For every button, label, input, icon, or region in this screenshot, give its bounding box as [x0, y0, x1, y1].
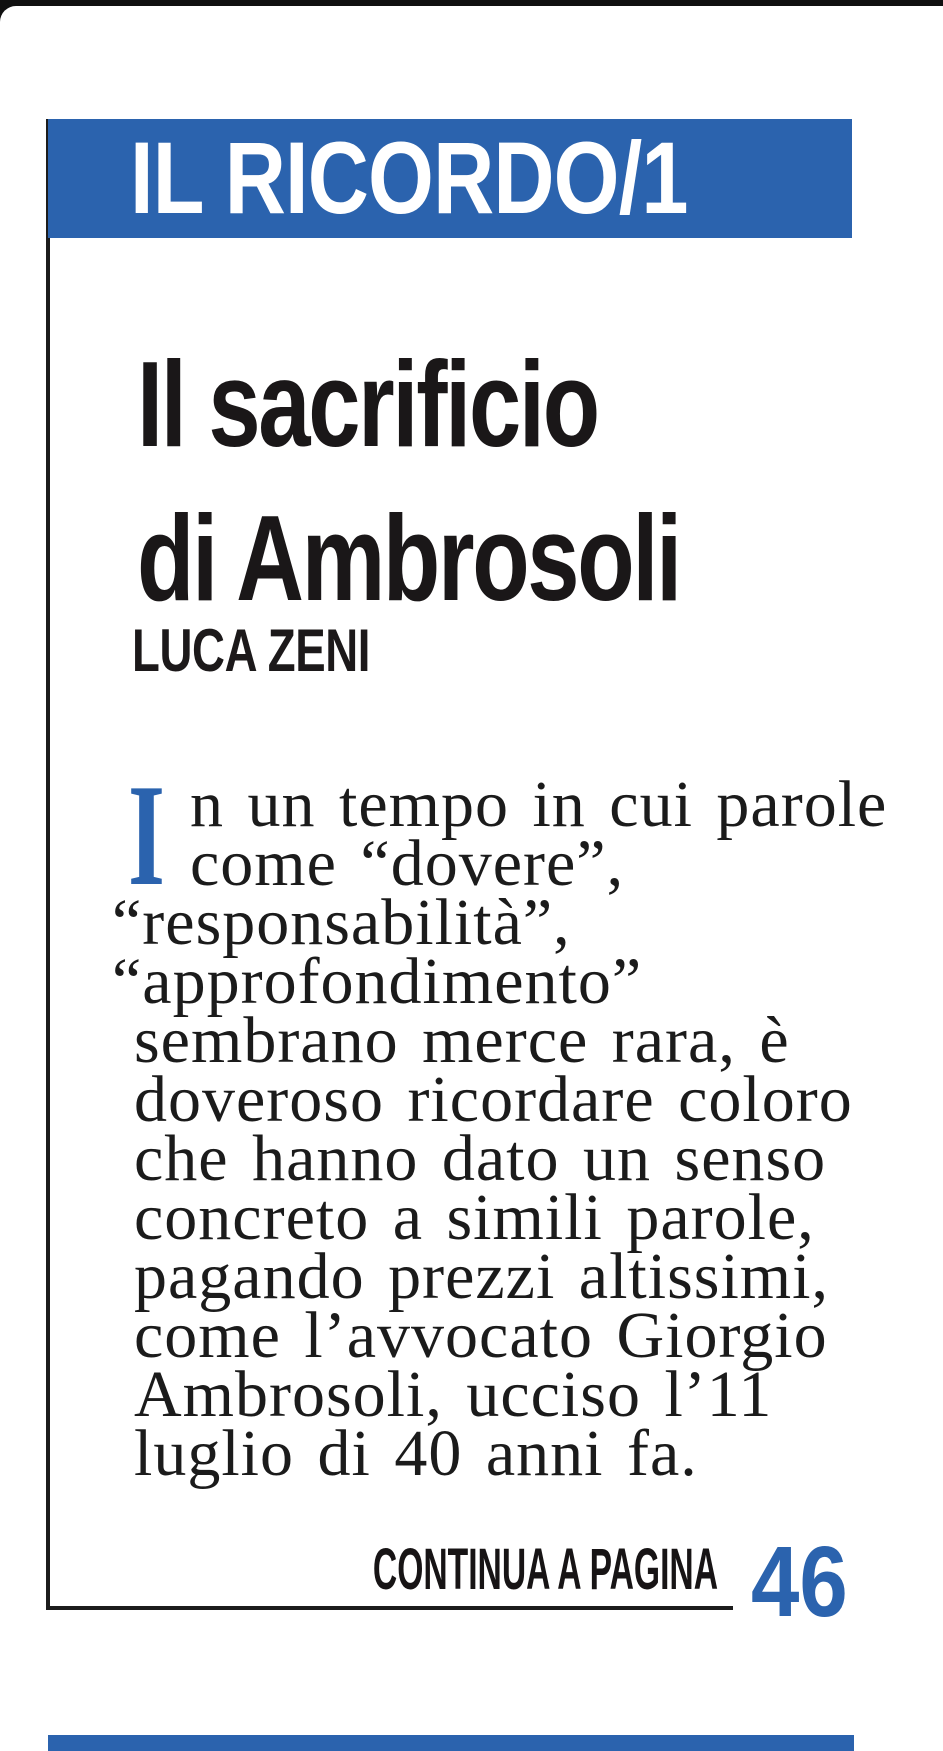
continuation-page-number: 46: [751, 1526, 848, 1638]
drop-cap: I: [128, 754, 165, 916]
section-kicker-bar: [48, 119, 852, 238]
headline-line-2: di Ambrosoli: [137, 490, 680, 626]
body-line: pagando prezzi altissimi,: [134, 1240, 829, 1313]
body-line: Ambrosoli, ucciso l’11: [134, 1358, 773, 1431]
body-line: come l’avvocato Giorgio: [134, 1299, 828, 1372]
body-line: che hanno dato un senso: [134, 1122, 827, 1195]
page-top-edge: [0, 0, 943, 22]
body-line: sembrano merce rara, è: [134, 1004, 790, 1077]
section-kicker-label: IL RICORDO/1: [130, 121, 688, 235]
body-line: “responsabilità”,: [112, 886, 571, 959]
byline-author: LUCA ZENI: [132, 617, 371, 684]
body-line: n un tempo in cui parole: [190, 768, 888, 841]
article-body: [112, 768, 894, 1490]
next-section-kicker-bar-cropped: [48, 1735, 854, 1751]
body-line: come “dovere”,: [190, 827, 625, 900]
article-bottom-rule: [48, 1606, 733, 1610]
body-line: luglio di 40 anni fa.: [134, 1417, 698, 1490]
continuation-label: CONTINUA A PAGINA: [372, 1537, 718, 1602]
body-line: doveroso ricordare coloro: [134, 1063, 853, 1136]
column-left-rule: [46, 119, 50, 1610]
body-line: concreto a simili parole,: [134, 1181, 815, 1254]
body-line: “approfondimento”: [112, 945, 643, 1018]
article-headline: [137, 336, 842, 651]
rounded-page-corner: [0, 6, 943, 22]
headline-line-1: Il sacrificio: [137, 336, 598, 472]
